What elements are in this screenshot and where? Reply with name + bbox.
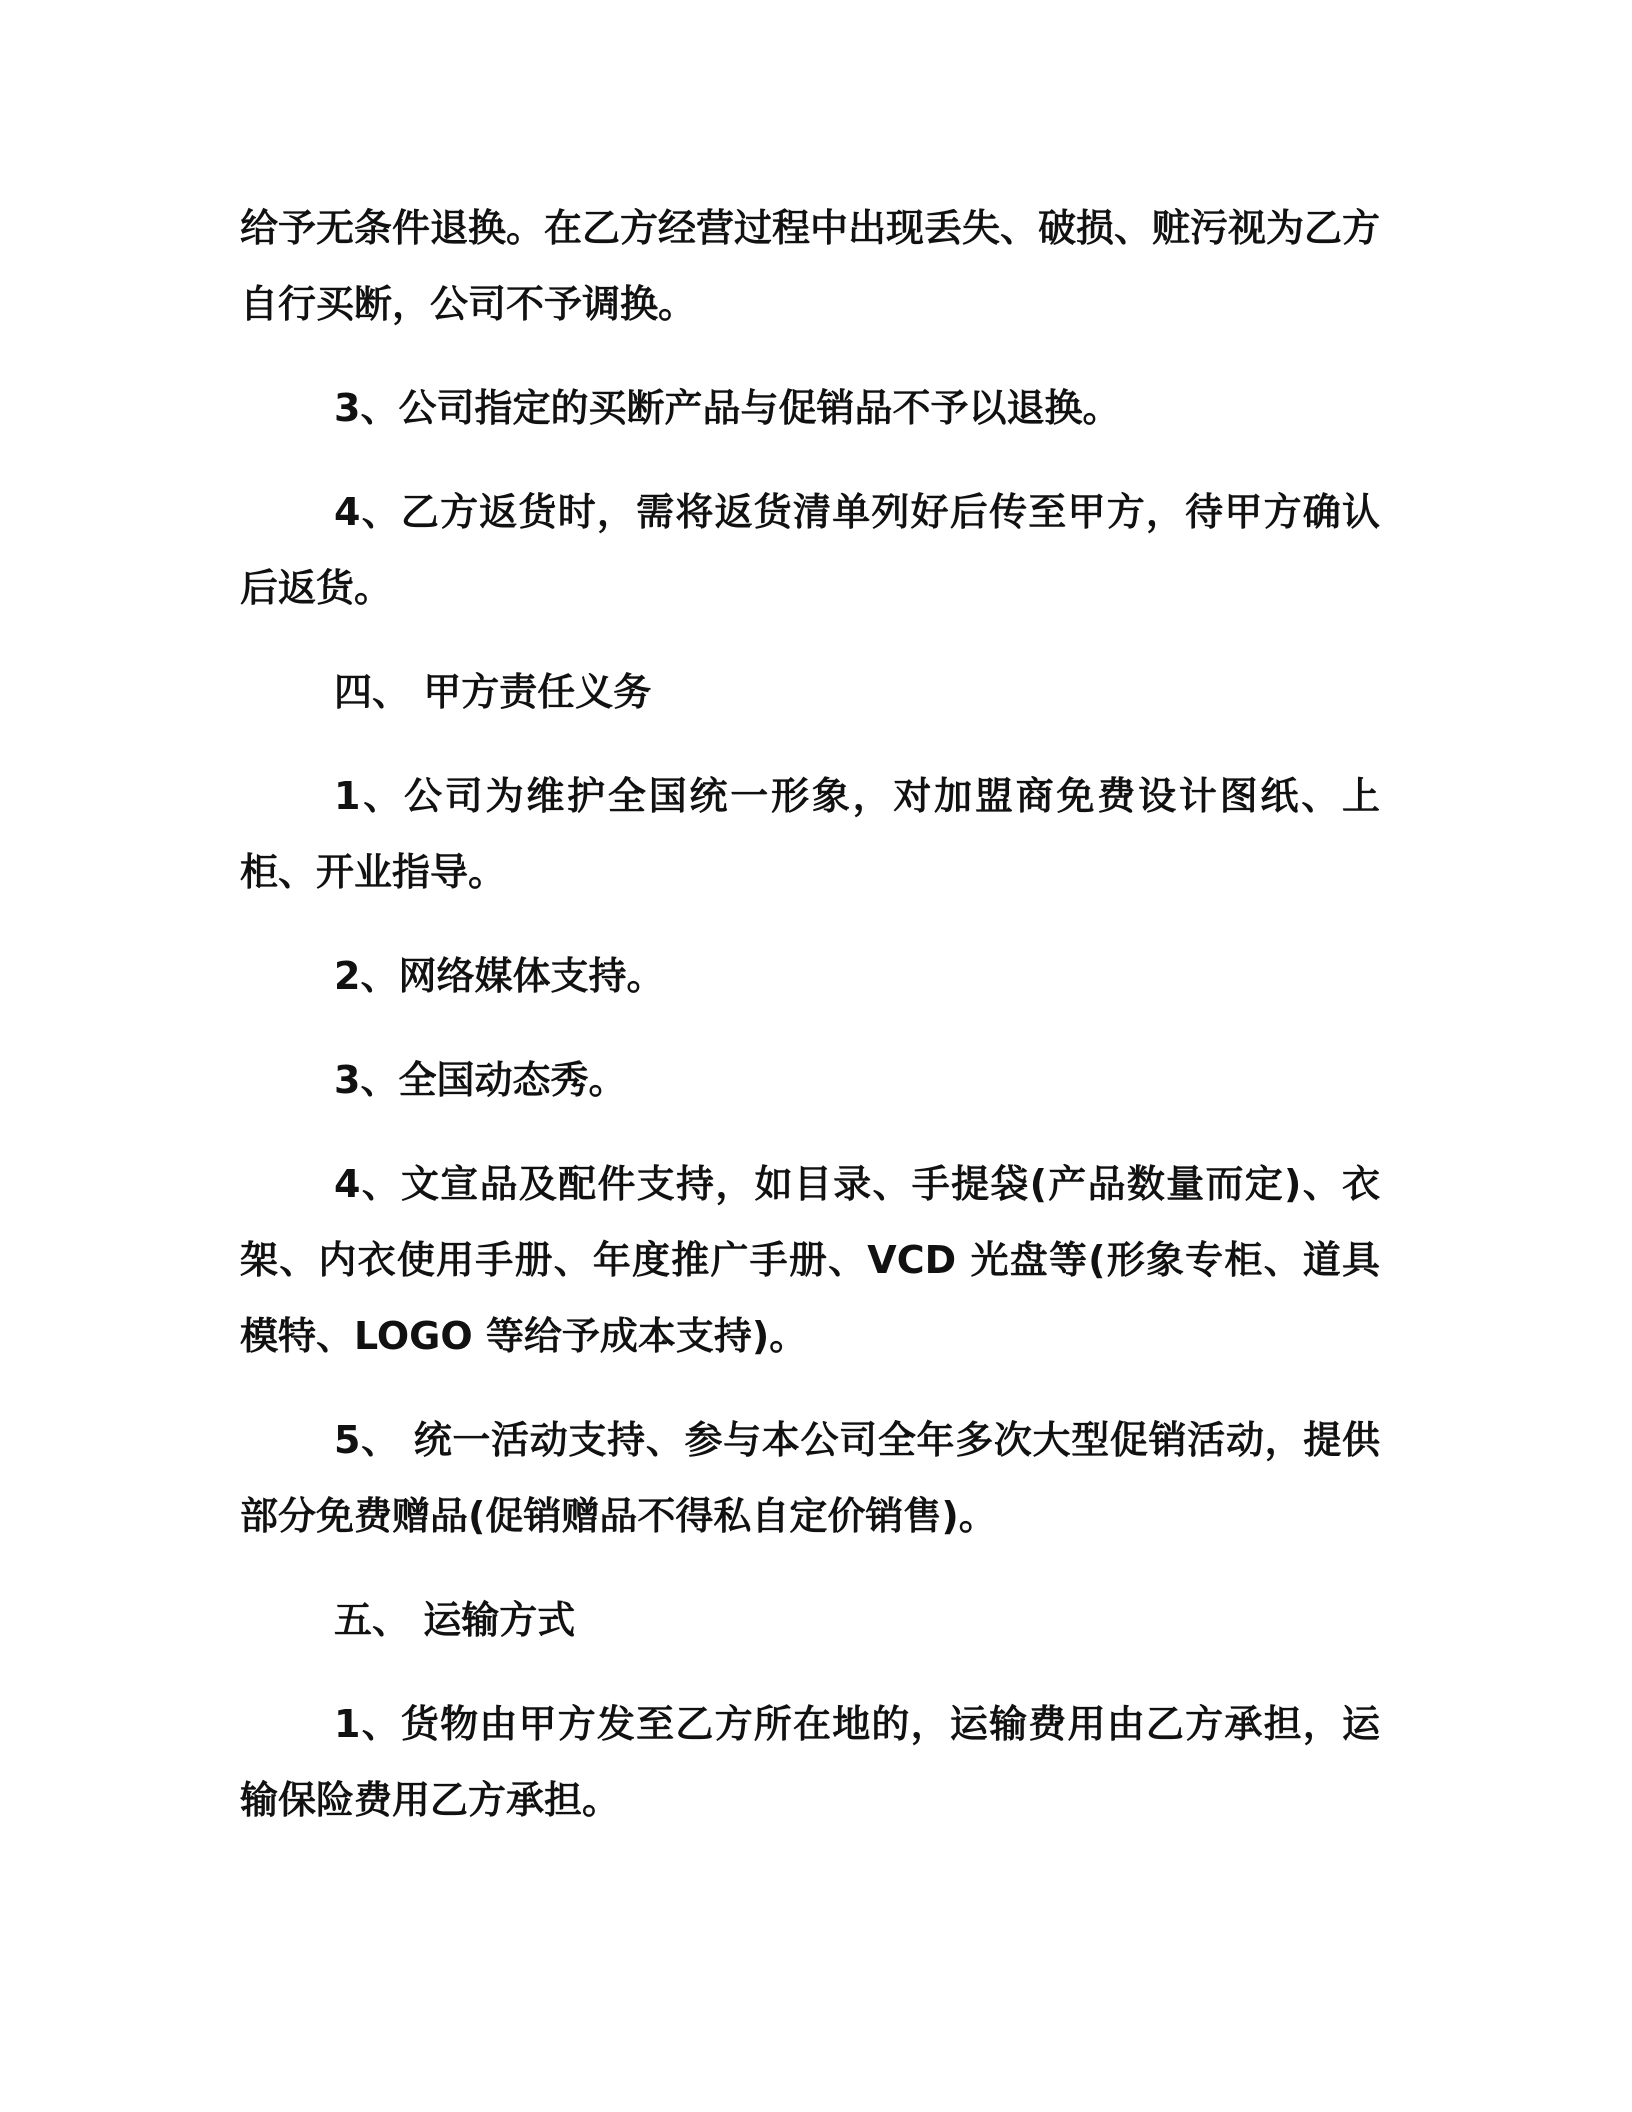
- paragraph-duty-item-4: 4、文宣品及配件支持，如目录、手提袋(产品数量而定)、衣架、内衣使用手册、年度推广手册、VCD 光盘等(形象专柜、道具模特、LOGO 等给予成本支持)。: [240, 1162, 1380, 1358]
- section-heading-party-a-duties: 四、 甲方责任义务: [334, 670, 652, 714]
- document-body: [240, 190, 1380, 1866]
- paragraph-transport-item-1: 1、货物由甲方发至乙方所在地的，运输费用由乙方承担，运输保险费用乙方承担。: [240, 1702, 1380, 1822]
- paragraph-duty-item-2: 2、网络媒体支持。: [334, 954, 665, 998]
- paragraph-duty-item-1: 1、公司为维护全国统一形象，对加盟商免费设计图纸、上柜、开业指导。: [240, 774, 1380, 894]
- paragraph-return-continuation: 给予无条件退换。在乙方经营过程中出现丢失、破损、赃污视为乙方自行买断，公司不予调换。: [240, 206, 1381, 326]
- paragraph-duty-item-5: 5、 统一活动支持、参与本公司全年多次大型促销活动，提供部分免费赠品(促销赠品不得私自定价销售)。: [240, 1418, 1380, 1538]
- paragraph-return-item-3: 3、公司指定的买断产品与促销品不予以退换。: [334, 386, 1121, 430]
- paragraph-duty-item-3: 3、全国动态秀。: [334, 1058, 627, 1102]
- paragraph-return-item-4: 4、乙方返货时，需将返货清单列好后传至甲方，待甲方确认后返货。: [240, 490, 1380, 610]
- section-heading-transport: 五、 运输方式: [334, 1598, 576, 1642]
